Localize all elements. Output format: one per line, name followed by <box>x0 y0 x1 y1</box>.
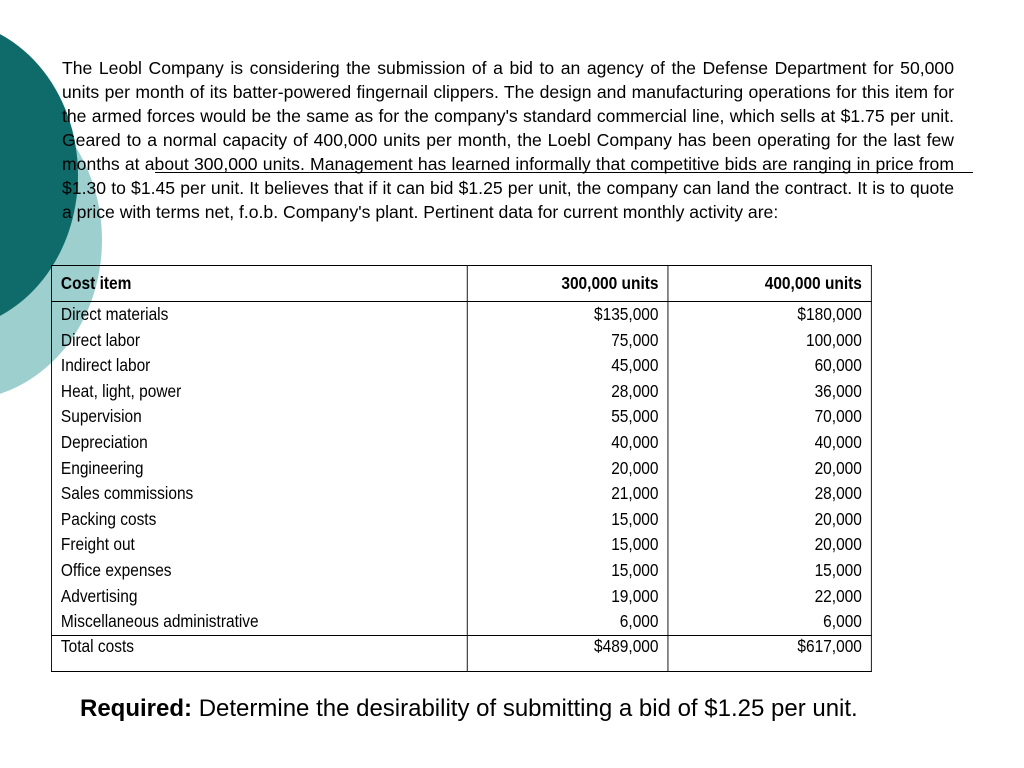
cost-400000-column <box>668 302 871 636</box>
cost-item-label: Sales commissions <box>60 483 194 504</box>
cost-table <box>51 265 872 672</box>
cost-item-label: Direct materials <box>60 304 169 324</box>
cost-item-label: Supervision <box>60 406 142 427</box>
cost-value-400000: 15,000 <box>814 559 862 580</box>
cost-value-300000: 75,000 <box>611 329 659 350</box>
cost-value-300000: $135,000 <box>593 304 659 324</box>
cost-value-400000: 60,000 <box>814 355 862 376</box>
cost-value-300000: 40,000 <box>611 431 659 452</box>
table-header-row <box>51 266 871 302</box>
cost-value-300000: 21,000 <box>611 483 659 504</box>
cost-value-300000: 55,000 <box>611 406 659 427</box>
cost-value-400000: 20,000 <box>814 508 862 529</box>
cost-item-label: Miscellaneous administrative <box>60 611 259 632</box>
cost-item-label: Packing costs <box>60 508 157 529</box>
cost-value-400000: 100,000 <box>805 329 862 350</box>
cost-value-400000: 70,000 <box>814 406 862 427</box>
cost-value-300000: 6,000 <box>619 611 659 632</box>
cost-value-300000: 19,000 <box>611 585 659 606</box>
total-label: Total costs <box>51 635 467 671</box>
problem-statement: The Leobl Company is considering the submission of a bid to an agency of the Defense Department for 50,000 units per month of its batter-powered fingernail clippers. The design and manufacturing operations for this item for the armed forces would be the same as for the company's standard commercial line, which sells at $1.75 per unit. Geared to a normal capacity of 400,000 units per month, the Loebl Company has been operating for the last few months at about 300,000 units. Management has learned informally that competitive bids are ranging in price from $1.30 to $1.45 per unit. It believes that if it can bid $1.25 per unit, the company can land the contract. It is to quote a price with terms net, f.o.b. Company's plant. Pertinent data for current monthly activity are: <box>62 58 954 222</box>
cost-item-label: Heat, light, power <box>60 380 182 401</box>
cost-value-400000: 40,000 <box>814 431 862 452</box>
cost-item-label: Freight out <box>60 534 135 555</box>
cost-value-300000: 28,000 <box>611 380 659 401</box>
total-row <box>51 635 871 671</box>
cost-item-label: Direct labor <box>60 329 141 350</box>
cost-value-300000: 15,000 <box>611 559 659 580</box>
total-300000: $489,000 <box>467 635 668 671</box>
header-cost-item: Cost item <box>51 266 467 302</box>
horizontal-rule <box>155 172 973 173</box>
cost-item-label: Engineering <box>60 457 144 478</box>
cost-value-400000: 28,000 <box>814 483 862 504</box>
header-300000-units: 300,000 units <box>467 266 668 302</box>
cost-value-300000: 15,000 <box>611 508 659 529</box>
cost-item-column <box>51 302 467 636</box>
total-400000: $617,000 <box>668 635 871 671</box>
table-body-row <box>51 302 871 636</box>
cost-value-300000: 45,000 <box>611 355 659 376</box>
cost-item-label: Advertising <box>60 585 138 606</box>
required-text: Determine the desirability of submitting a bid of $1.25 per unit. <box>198 695 858 722</box>
cost-value-400000: 6,000 <box>823 611 862 632</box>
cost-value-400000: 36,000 <box>814 380 862 401</box>
cost-item-label: Indirect labor <box>60 355 151 376</box>
cost-value-300000: 15,000 <box>611 534 659 555</box>
cost-value-400000: 20,000 <box>814 534 862 555</box>
cost-value-400000: $180,000 <box>797 304 862 324</box>
cost-value-300000: 20,000 <box>611 457 659 478</box>
required-statement <box>80 694 858 724</box>
cost-value-400000: 22,000 <box>814 585 862 606</box>
header-400000-units: 400,000 units <box>668 266 871 302</box>
cost-value-400000: 20,000 <box>814 457 862 478</box>
required-label: Required: <box>80 695 193 722</box>
cost-item-label: Depreciation <box>60 431 148 452</box>
cost-item-label: Office expenses <box>60 559 172 580</box>
cost-300000-column <box>467 302 668 636</box>
